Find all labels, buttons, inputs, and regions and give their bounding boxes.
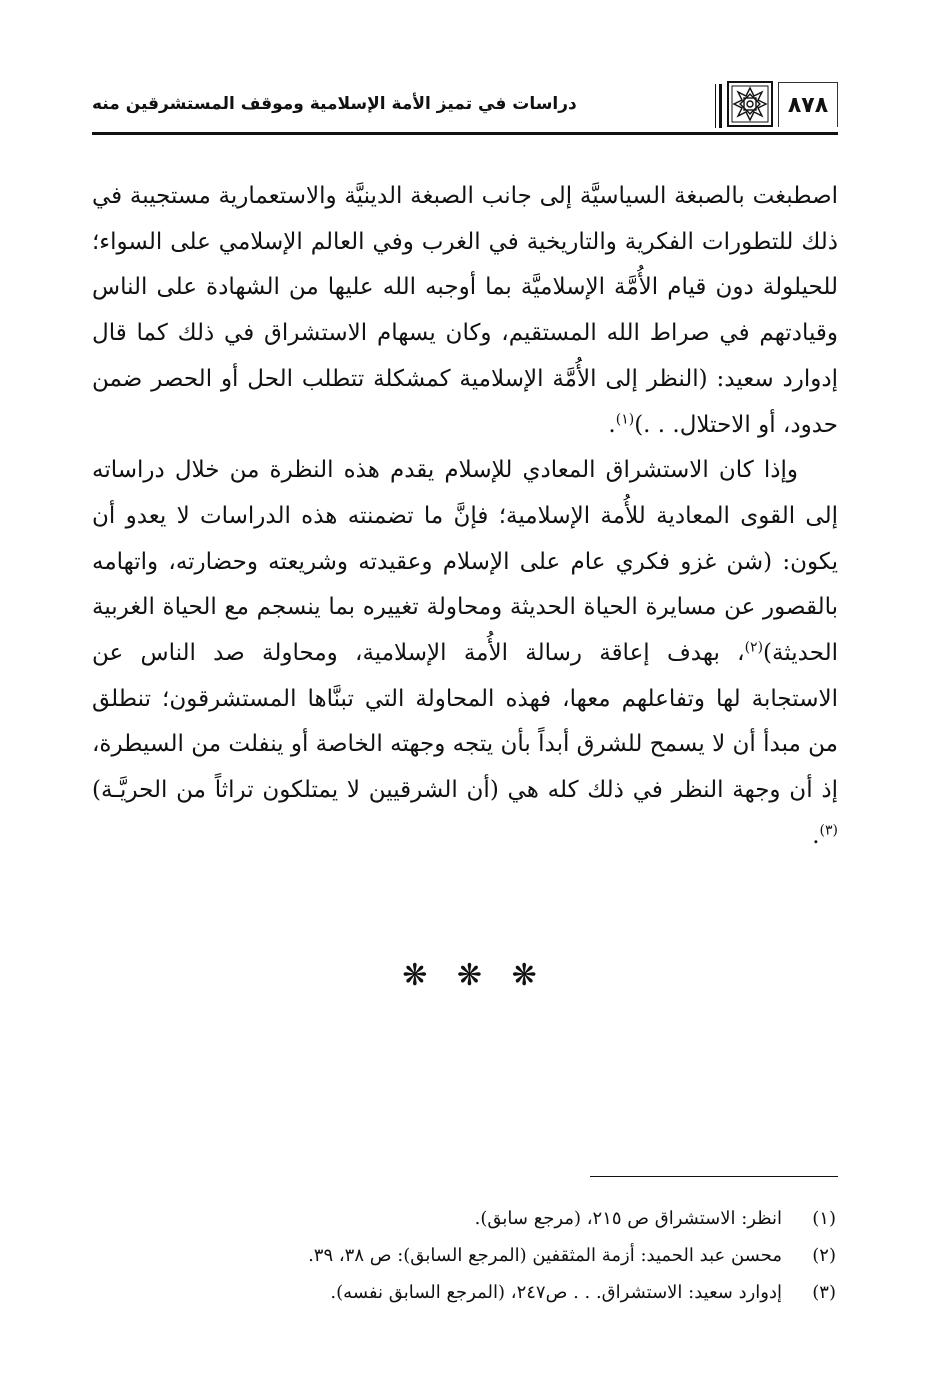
paragraph (92, 174, 838, 448)
paragraph-text: اصطبغت بالصبغة السياسيَّة إلى جانب الصبغة الدينيَّة والاستعمارية مستجيبة في ذلك للتطورات الفكرية والتاريخية في الغرب وفي العالم الإسلامي على السواء؛ للحيلولة دون قيام الأُمَّة الإسلاميَّة بما أوجبه الله عليها من الشهادة على الناس وقيادتهم في صراط الله المستقيم، وكان يسهام الاستشراق في ذلك كما قال إدوارد سعيد: (النظر إلى الأُمَّة الإسلامية كمشكلة تتطلب الحل أو الحصر ضمن حدود، أو الاحتلال. . .) (92, 183, 838, 438)
ornament-icon (726, 80, 774, 128)
footnote (92, 1200, 838, 1237)
footnote-number: (٣) (812, 1282, 836, 1303)
page-number: ٨٧٨ (778, 82, 838, 127)
header-divider-thin (715, 84, 716, 128)
paragraph-text: ، بهدف إعاقة رسالة الأُمة الإسلامية، ومحاولة صد الناس عن الاستجابة لها وتفاعلهم معها، فهذه المحاولة التي تبنَّاها المستشرقون؛ تنطلق من مبدأ أن لا يسمح للشرق أبداً بأن يتجه وجهته الخاصة أو ينفلت من السيطرة، إذ أن وجهة النظر في ذلك كله هي (أن الشرقيين لا يمتلكون تراثاً من الحريَّـة) (92, 640, 838, 804)
running-title: دراسات في تميز الأمة الإسلامية وموقف المستشرقين منه (92, 94, 577, 114)
page-header (92, 80, 838, 135)
paragraph-text: وإذا كان الاستشراق المعادي للإسلام يقدم هذه النظرة من خلال دراساته إلى القوى المعادية للأُمة الإسلامية؛ فإنَّ ما تضمنته هذه الدراسات لا يعدو أن يكون: (شن غزو فكري عام على الإسلام وعقيدته وشريعته وحضارته، واتهامه بالقصور عن مسايرة الحياة الحديثة ومحاولة تغييره بما ينسجم مع الحياة الغربية الحديثة) (92, 457, 838, 667)
footnote-rule (590, 1176, 838, 1177)
footnote-number: (١) (812, 1208, 836, 1229)
main-text (92, 174, 838, 860)
footnote-text: محسن عبد الحميد: أزمة المثقفين (المرجع السابق): ص ٣٨، ٣٩. (308, 1245, 782, 1266)
footnote (92, 1274, 838, 1311)
paragraph (92, 448, 838, 859)
header-divider (719, 84, 722, 128)
section-separator: ❋ ❋ ❋ (402, 958, 547, 993)
footnote-ref: (١) (615, 410, 635, 427)
footnote (92, 1237, 838, 1274)
footnotes (92, 1200, 838, 1311)
footnote-ref: (٣) (819, 822, 838, 839)
footnote-number: (٢) (812, 1245, 836, 1266)
footnote-text: إدوارد سعيد: الاستشراق. . . ص٢٤٧، (المرجع السابق نفسه). (330, 1282, 782, 1303)
footnote-text: انظر: الاستشراق ص ٢١٥، (مرجع سابق). (474, 1208, 782, 1229)
paragraph-end: . (608, 411, 616, 438)
paragraph-end: . (812, 822, 820, 849)
footnote-ref: (٢) (744, 639, 764, 656)
